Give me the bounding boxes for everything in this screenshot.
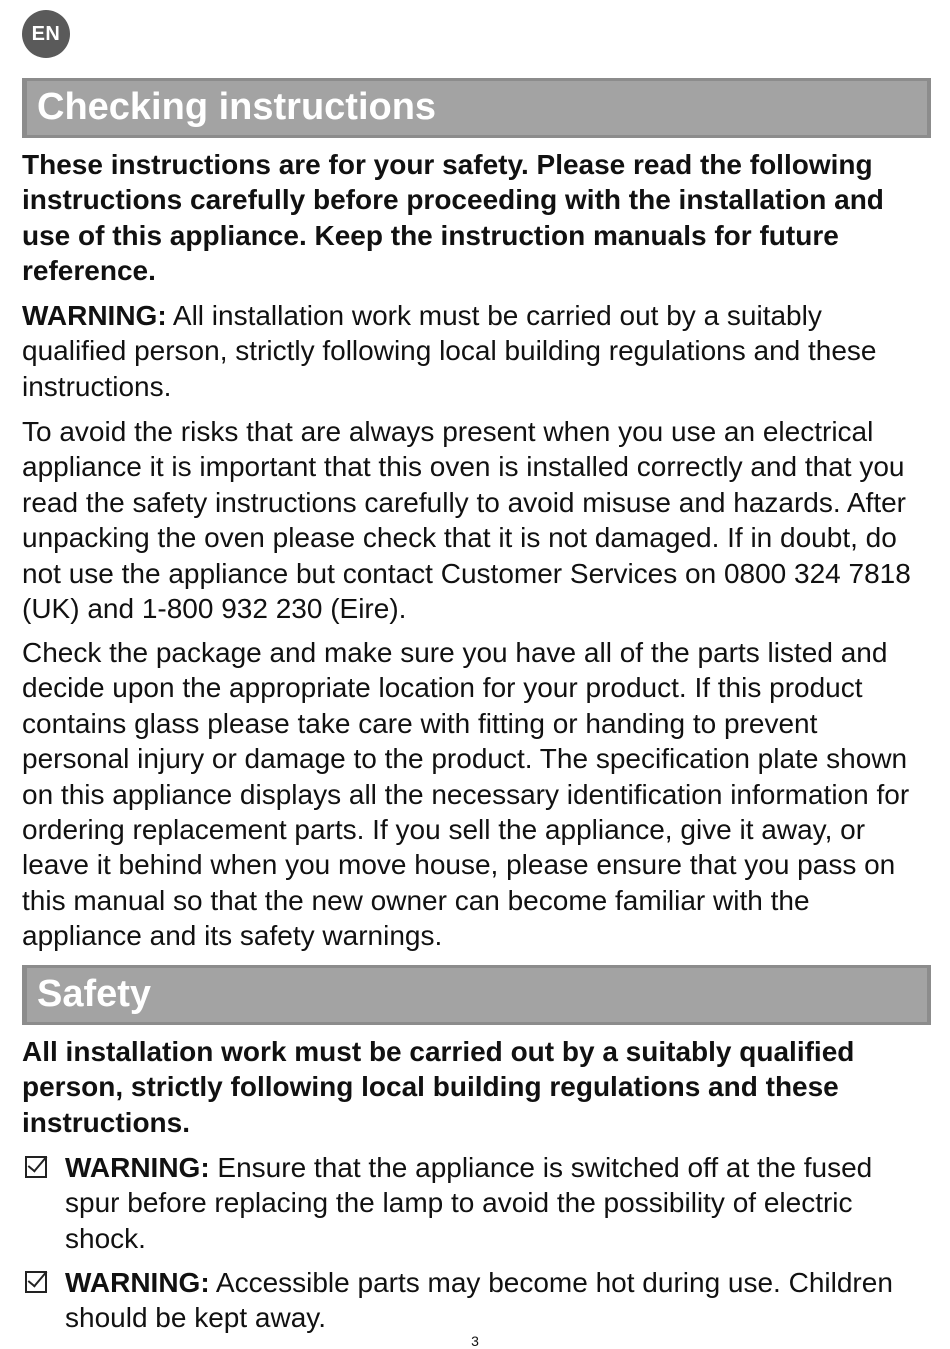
page-number: 3 [471, 1333, 479, 1349]
language-badge: EN [22, 10, 70, 58]
safety-item [22, 1150, 932, 1256]
section-header-safety [26, 965, 928, 1025]
warning-label: WARNING: [65, 1152, 210, 1183]
section-title: Safety [37, 973, 152, 1016]
safety-intro: All installation work must be carried out by a suitably qualified person, strictly following local building regulations and these instructions. [22, 1036, 855, 1138]
package-paragraph: Check the package and make sure you have all of the parts listed and decide upon the appropriate location for your product. If this product contains glass please take care with fitting or handing to prevent personal injury or damage to the product. The specification plate shown on this appliance displays all the necessary identification information for ordering replacement parts. If you sell the appliance, give it away, or leave it behind when you move house, please ensure that you pass on this manual so that the new owner can become familiar with the appliance and its safety warnings. [22, 637, 910, 952]
section-header-checking-instructions [26, 78, 928, 138]
risks-paragraph: To avoid the risks that are always present when you use an electrical appliance it is important that this oven is installed correctly and that you read the safety instructions carefully to avoid misuse and hazards. After unpacking the oven please check that it is not damaged. If in doubt, do not use the appliance but contact Customer Services on 0800 324 7818 (UK) and 1-800 932 230 (Eire). [22, 416, 911, 625]
warning-label: WARNING: [22, 300, 167, 331]
checkbox-icon [25, 1156, 47, 1178]
checkbox-icon [25, 1271, 47, 1293]
warning-text: All installation work must be carried out by a suitably qualified person, strictly following local building regulations and these instructions. [22, 300, 877, 402]
safety-item [22, 1265, 932, 1336]
section-title: Checking instructions [37, 86, 437, 129]
checking-intro: These instructions are for your safety. Please read the following instructions carefully before proceeding with the installation and use of this appliance. Keep the instruction manuals for future reference. [22, 149, 884, 287]
warning-label: WARNING: [65, 1267, 210, 1298]
warning-text: Accessible parts may become hot during use. Children should be kept away. [65, 1267, 893, 1334]
checking-warning [22, 298, 932, 404]
warning-text: Ensure that the appliance is switched off at the fused spur before replacing the lamp to avoid the possibility of electric shock. [65, 1152, 873, 1254]
